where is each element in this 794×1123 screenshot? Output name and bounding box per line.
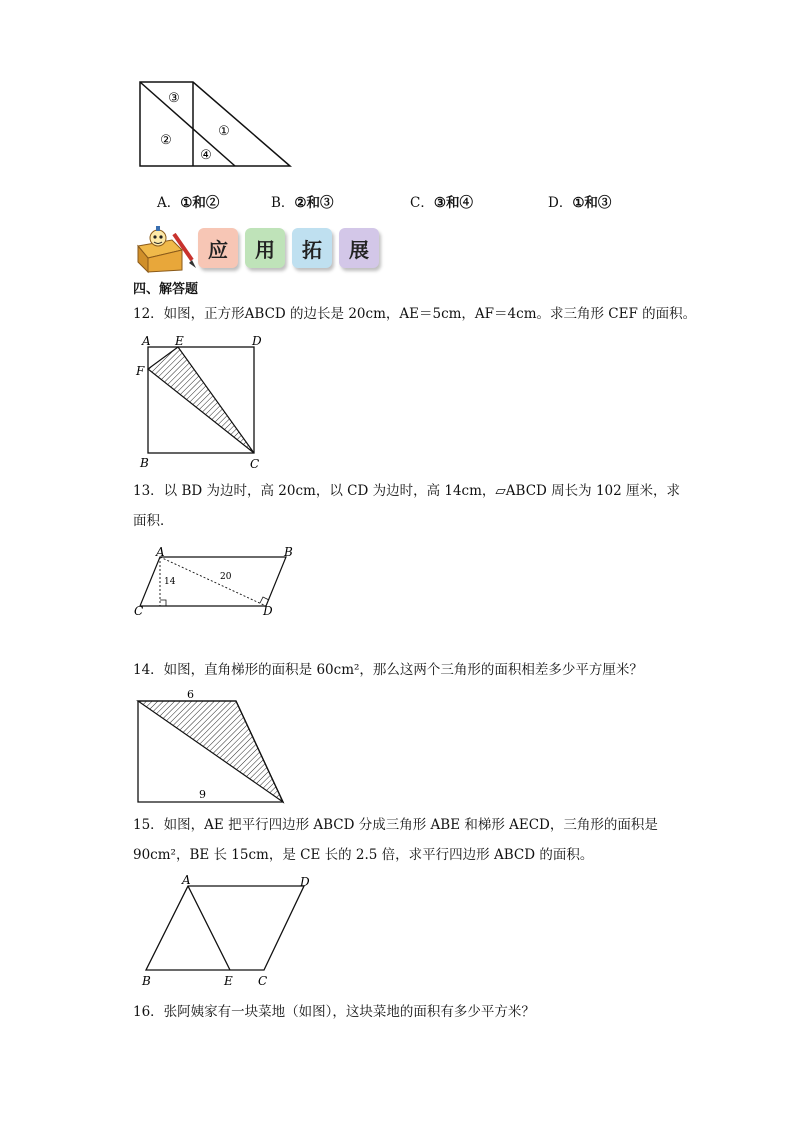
choice-letter: D． bbox=[548, 195, 573, 211]
choice-a[interactable] bbox=[157, 191, 219, 211]
q12-label-b: B bbox=[140, 456, 149, 470]
choice-text: ①和② bbox=[180, 195, 220, 211]
q13-text-line1: 13．以 BD 为边时，高 20cm，以 CD 为边时，高 14cm，▱ABCD 周长为 102 厘米，求 bbox=[133, 483, 680, 499]
q13-text-line2: 面积． bbox=[133, 513, 174, 529]
choice-letter: A． bbox=[157, 195, 181, 211]
q15-figure bbox=[138, 872, 314, 990]
banner-tile-2: 用 bbox=[245, 228, 285, 268]
q14-text: 14．如图，直角梯形的面积是 60cm²，那么这两个三角形的面积相差多少平方厘米？ bbox=[133, 662, 643, 678]
banner-tile-3: 拓 bbox=[292, 228, 332, 268]
q12-figure bbox=[134, 333, 266, 473]
q14-label-bottom: 9 bbox=[199, 788, 206, 801]
q12-label-d: D bbox=[252, 334, 262, 348]
q12-label-a: A bbox=[142, 334, 151, 348]
choice-c[interactable] bbox=[410, 191, 473, 211]
q13-label-height20: 20 bbox=[220, 572, 232, 582]
q12-label-f: F bbox=[136, 364, 145, 378]
q15-label-a: A bbox=[182, 873, 191, 887]
q15-label-e: E bbox=[224, 974, 233, 988]
choice-b[interactable] bbox=[271, 191, 334, 211]
banner-tile-1: 应 bbox=[198, 228, 238, 268]
q14-label-top: 6 bbox=[187, 688, 194, 701]
q15-label-c: C bbox=[258, 974, 268, 988]
q13-label-a: A bbox=[156, 545, 165, 559]
choice-letter: C． bbox=[410, 195, 434, 211]
choice-letter: B． bbox=[271, 195, 295, 211]
choice-text: ③和④ bbox=[433, 195, 473, 211]
q12-label-c: C bbox=[250, 457, 260, 471]
q13-label-d: D bbox=[263, 604, 273, 617]
q15-text-line1: 15．如图，AE 把平行四边形 ABCD 分成三角形 ABE 和梯形 AECD，三角形的面积是 bbox=[133, 817, 658, 833]
q15-text-line2: 90cm²，BE 长 15cm，是 CE 长的 2.5 倍，求平行四边形 ABCD 的面积。 bbox=[133, 847, 594, 863]
choice-d[interactable] bbox=[548, 191, 611, 211]
choice-text: ①和③ bbox=[572, 195, 612, 211]
mascot-icon bbox=[132, 224, 198, 274]
q13-label-c: C bbox=[134, 604, 144, 617]
choice-text: ②和③ bbox=[294, 195, 334, 211]
q15-label-d: D bbox=[300, 875, 310, 889]
banner-tile-4: 展 bbox=[339, 228, 379, 268]
section-title: 四、解答题 bbox=[133, 282, 199, 297]
fig11-label-3: ③ bbox=[168, 91, 180, 106]
fig11-label-2: ② bbox=[160, 133, 172, 148]
q14-figure bbox=[133, 686, 289, 804]
q13-label-height14: 14 bbox=[164, 577, 176, 587]
fig11-label-1: ① bbox=[218, 124, 230, 139]
q11-figure bbox=[135, 78, 295, 170]
q12-label-e: E bbox=[175, 334, 184, 348]
q12-text: 12．如图，正方形ABCD 的边长是 20cm，AE＝5cm，AF＝4cm。求三角形 CEF 的面积。 bbox=[133, 306, 697, 322]
q13-figure bbox=[130, 545, 300, 617]
fig11-label-4: ④ bbox=[200, 148, 212, 163]
q16-text: 16．张阿姨家有一块菜地（如图），这块菜地的面积有多少平方米？ bbox=[133, 1004, 535, 1020]
q13-label-b: B bbox=[284, 545, 293, 559]
q15-label-b: B bbox=[142, 974, 151, 988]
